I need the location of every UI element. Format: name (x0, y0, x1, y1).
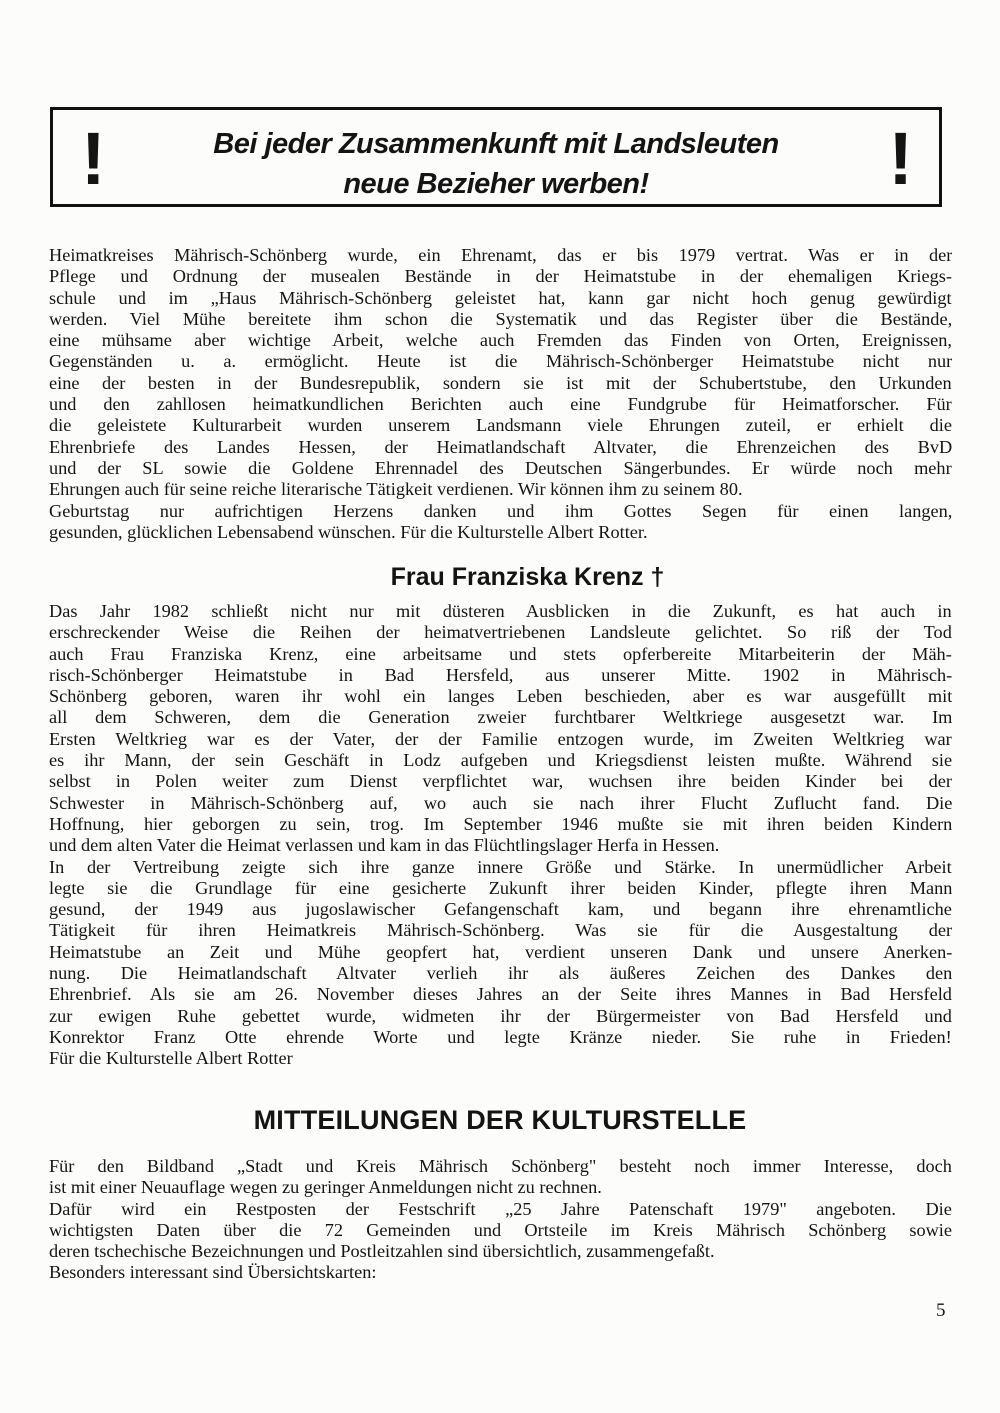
notice-text (143, 124, 849, 204)
text-line: ist mit einer Neuauflage wegen zu geringer Anmeldungen nicht zu rechnen. (49, 1177, 602, 1198)
text-line: Hoffnung, hier geborgen zu sein, trog. Im September 1946 mußte sie mit ihren beiden Kindern (49, 813, 952, 834)
text-line: Heimatstube an Zeit und Mühe geopfert hat, verdient unseren Dank und unsere Anerken- (49, 941, 952, 962)
text-line: Ehrenbrief. Als sie am 26. November dieses Jahres an der Seite ihres Mannes in Bad Hersfeld (49, 984, 952, 1005)
notice-line-2: neue Bezieher werben! (343, 168, 649, 200)
text-line: Pflege und Ordnung der musealen Bestände in der Heimatstube in der ehemaligen Kriegs- (49, 266, 952, 287)
text-line: und den zahllosen heimatkundlichen Berichten auch eine Fundgrube für Heimatforscher. Für (49, 394, 952, 415)
text-line: Konrektor Franz Otte ehrende Worte und legte Kränze nieder. Sie ruhe in Frieden! (49, 1026, 952, 1047)
text-line: und dem alten Vater die Heimat verlassen und kam in das Flüchtlingslager Herfa in Hessen. (49, 835, 720, 856)
text-line: Für die Kulturstelle Albert Rotter (49, 1048, 293, 1069)
text-line: all dem Schweren, dem die Generation zweier furchtbarer Weltkriege ausgesetzt war. Im (49, 707, 952, 728)
text-line: gesunden, glücklichen Lebensabend wünschen. Für die Kulturstelle Albert Rotter. (49, 521, 648, 542)
text-line: es ihr Mann, der sein Geschäft in Lodz aufgeben und Kriegsdienst leisten mußte. Während sie (49, 750, 952, 771)
notice-box (50, 107, 942, 207)
exclamation-mark-right: ! (888, 117, 913, 200)
text-line: Ersten Weltkrieg war es der Vater, der der Familie entzogen wurde, im Zweiten Weltkrieg war (49, 728, 952, 749)
obituary-title: Frau Franziska Krenz † (390, 563, 665, 591)
text-line: selbst in Polen weiter zum Dienst verpflichtet war, wuchsen ihre beiden Kinder bei der (49, 771, 952, 792)
text-line: eine der besten in der Bundesrepublik, sondern sie ist mit der Schubertstube, den Urkunden (49, 372, 952, 393)
announcements-title: MITTEILUNGEN DER KULTURSTELLE (253, 1105, 747, 1135)
text-line: legte sie die Grundlage für eine gesicherte Zukunft ihrer beiden Kinder, pflegte ihren Mann (49, 877, 952, 898)
text-line: die geleistete Kulturarbeit wurden unserem Landsmann viele Ehrungen zuteil, er erhielt die (49, 415, 952, 436)
text-line: Gegenständen u. a. ermöglicht. Heute ist die Mährisch-Schönberger Heimatstube nicht nur (49, 351, 952, 372)
intro-paragraph (49, 245, 952, 543)
text-line: Schwester in Mährisch-Schönberg auf, wo auch sie nach ihrer Flucht Zuflucht fand. Die (49, 792, 952, 813)
text-line: Heimatkreises Mährisch-Schönberg wurde, ein Ehrenamt, das er bis 1979 vertrat. Was er in der (49, 245, 952, 265)
text-line: schule und im „Haus Mährisch-Schönberg geleistet hat, kann gar nicht hoch genug gewürdigt (49, 287, 952, 308)
text-line: Ehrenbriefe des Landes Hessen, der Heimatlandschaft Altvater, die Ehrenzeichen des BvD (49, 436, 952, 457)
text-line: und der SL sowie die Goldene Ehrennadel des Deutschen Sängerbundes. Er würde noch mehr (49, 457, 952, 478)
text-line: Ehrungen auch für seine reiche literarische Tätigkeit verdienen. Wir können ihm zu seinem 80. (49, 479, 743, 500)
text-line: Dafür wird ein Restposten der Festschrift „25 Jahre Patenschaft 1979" angeboten. Die (49, 1198, 952, 1219)
text-line: In der Vertreibung zeigte sich ihre ganze innere Größe und Stärke. In unermüdlicher Arbeit (49, 856, 952, 877)
text-line: Geburtstag nur aufrichtigen Herzens danken und ihm Gottes Segen für einen langen, (49, 500, 952, 521)
announcements-paragraph (49, 1156, 952, 1284)
text-line: nung. Die Heimatlandschaft Altvater verlieh ihr als äußeres Zeichen des Dankes den (49, 963, 952, 984)
exclamation-mark-left: ! (81, 117, 106, 200)
notice-line-1: Bei jeder Zusammenkunft mit Landsleuten (213, 128, 779, 160)
text-line: zur ewigen Ruhe gebettet wurde, widmeten ihr der Bürgermeister von Bad Hersfeld und (49, 1005, 952, 1026)
text-line: auch Frau Franziska Krenz, eine arbeitsame und stets opferbereite Mitarbeiterin der Mäh- (49, 643, 952, 664)
text-line: erschreckender Weise die Reihen der heimatvertriebenen Landsleute gelichtet. So riß der Tod (49, 622, 952, 643)
text-line: werden. Viel Mühe bereitete ihm schon die Systematik und das Register über die Bestände, (49, 308, 952, 329)
text-line: wichtigsten Daten über die 72 Gemeinden und Ortsteile im Kreis Mährisch Schönberg sowie (49, 1219, 952, 1240)
page-number: 5 (936, 1300, 946, 1321)
text-line: Das Jahr 1982 schließt nicht nur mit düsteren Ausblicken in die Zukunft, es hat auch in (49, 601, 952, 621)
text-line: Schönberg geboren, waren ihr wohl ein langes Leben beschieden, aber es war ausgefüllt mit (49, 686, 952, 707)
text-line: eine mühsame aber wichtige Arbeit, welche auch Fremden das Finden von Orten, Ereignissen, (49, 330, 952, 351)
text-line: deren tschechische Bezeichnungen und Postleitzahlen sind übersichtlich, zusammengefaßt. (49, 1241, 715, 1262)
text-line: gesund, der 1949 aus jugoslawischer Gefangenschaft kam, und begann ihre ehrenamtliche (49, 899, 952, 920)
text-line: Besonders interessant sind Übersichtskarten: (49, 1262, 377, 1283)
text-line: risch-Schönberger Heimatstube in Bad Hersfeld, aus unserer Mitte. 1902 in Mährisch- (49, 664, 952, 685)
obituary-paragraph (49, 601, 952, 1070)
text-line: Tätigkeit für ihren Heimatkreis Mährisch-Schönberg. Was sie für die Ausgestaltung der (49, 920, 952, 941)
text-line: Für den Bildband „Stadt und Kreis Mährisch Schönberg" besteht noch immer Interesse, doch (49, 1156, 952, 1176)
